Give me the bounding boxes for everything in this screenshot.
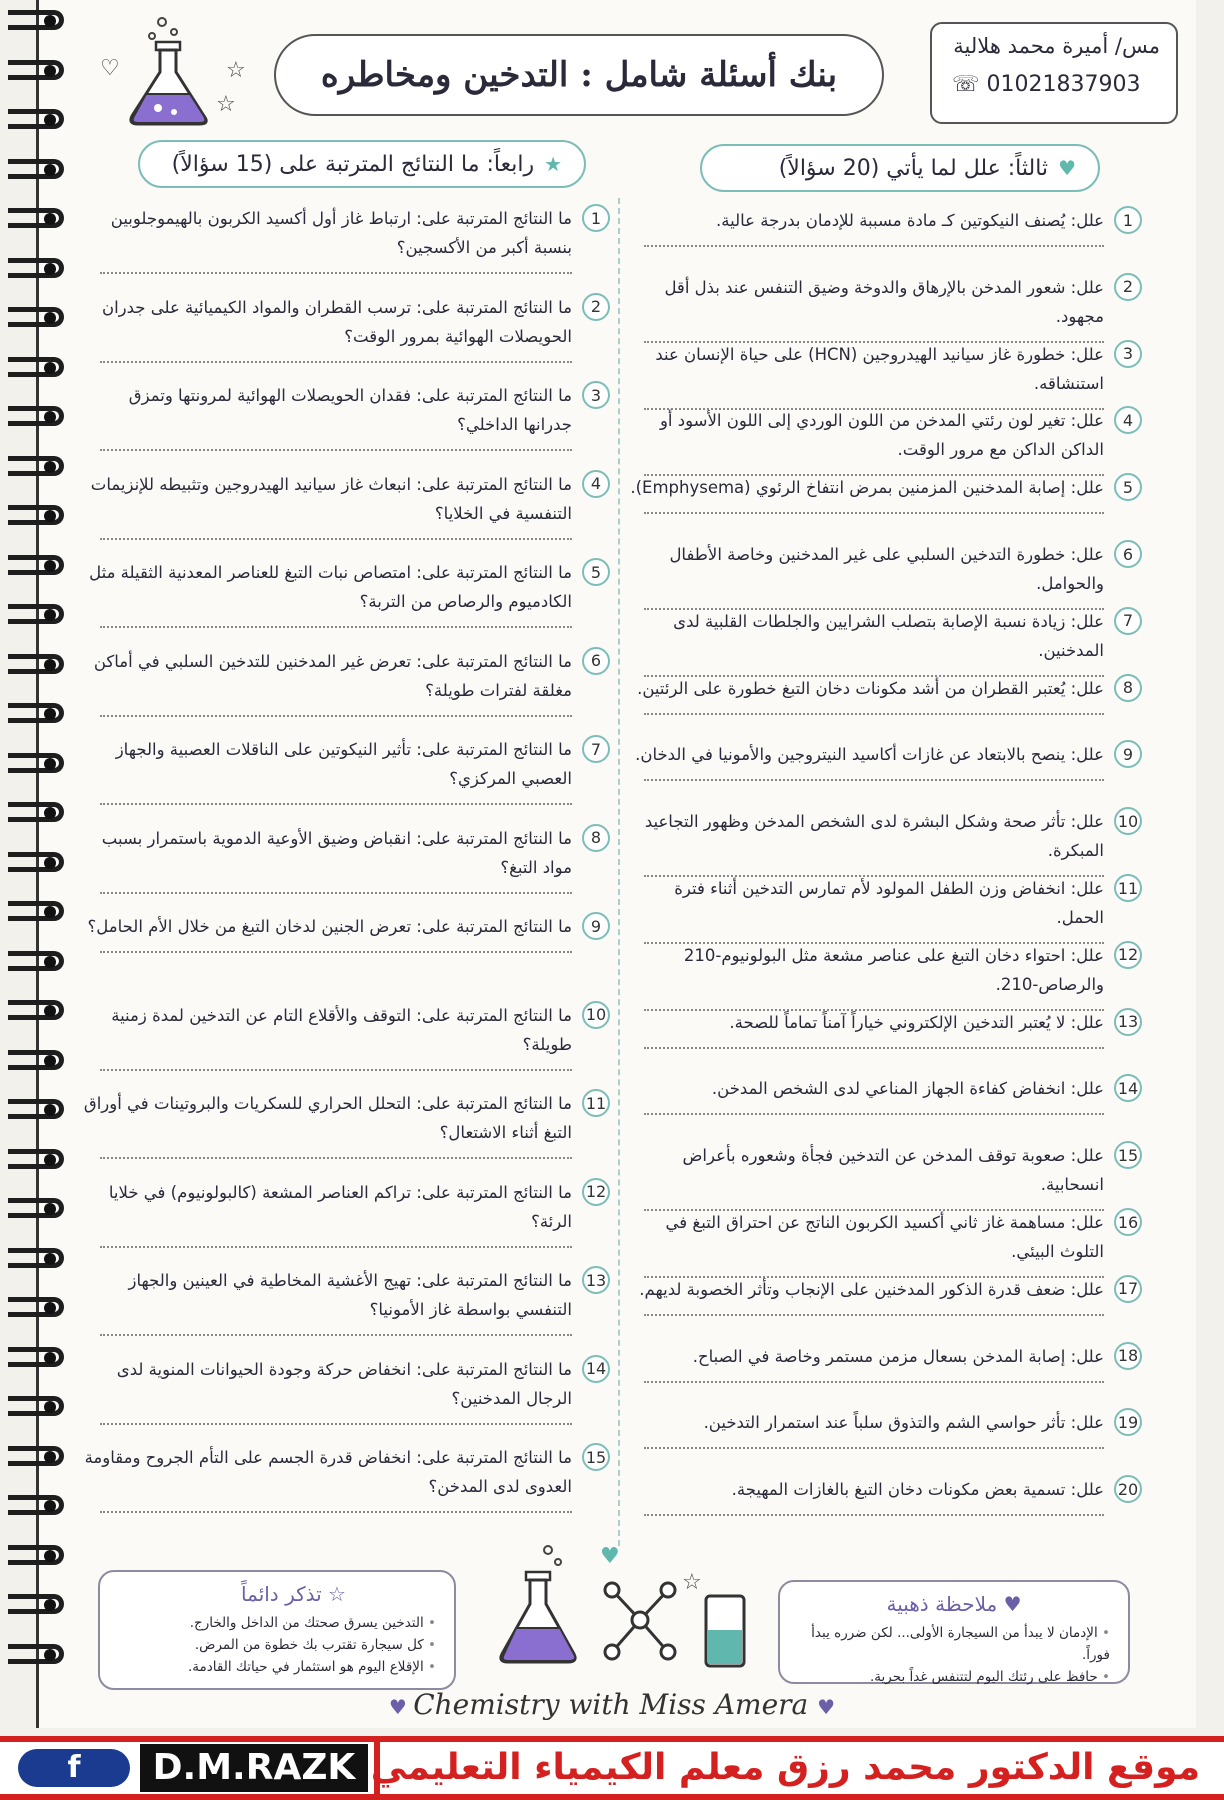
answer-line[interactable] (100, 888, 572, 894)
spiral-ring (8, 951, 64, 971)
answer-line[interactable] (100, 534, 572, 540)
question-item (624, 1008, 1142, 1049)
spiral-ring (8, 753, 64, 773)
list-item: • التدخين يسرق صحتك من الداخل والخارج. (118, 1612, 436, 1634)
spiral-ring (8, 505, 64, 525)
spiral-ring (8, 1149, 64, 1169)
star-icon: ☆ (216, 92, 236, 117)
question-item (80, 735, 610, 805)
question-number: 13 (1114, 1008, 1142, 1036)
remember-title: ☆ تذكر دائماً (241, 1582, 346, 1606)
heart-icon: ♥ (388, 1695, 414, 1719)
question-text: علل: إصابة المدخنين المزمنين بمرض انتفاخ الرئوي (Emphysema). (630, 478, 1104, 498)
question-text: ما النتائج المترتبة على: تعرض الجنين لدخان التبغ من خلال الأم الحامل؟ (87, 917, 572, 936)
question-item (624, 1275, 1142, 1316)
question-number: 11 (582, 1089, 610, 1117)
answer-line[interactable] (644, 1510, 1104, 1516)
spiral-ring (8, 357, 64, 377)
question-item (624, 540, 1142, 610)
spiral-ring (8, 1495, 64, 1515)
spiral-ring (8, 1446, 64, 1466)
question-text: علل: خطورة التدخين السلبي على غير المدخنين وخاصة الأطفال والحوامل. (669, 545, 1104, 593)
website-banner (0, 1736, 1224, 1800)
phone-number: 01021837903 (986, 72, 1141, 97)
question-number: 18 (1114, 1342, 1142, 1370)
answer-line[interactable] (100, 1330, 572, 1336)
question-item (80, 1178, 610, 1248)
question-number: 4 (1114, 406, 1142, 434)
spiral-ring (8, 1594, 64, 1614)
question-number: 6 (1114, 540, 1142, 568)
question-text: ما النتائج المترتبة على: امتصاص نبات التبغ للعناصر المعدنية الثقيلة مثل الكادميوم والرصاص من التربة؟ (89, 563, 572, 611)
question-text: ما النتائج المترتبة على: تعرض غير المدخنين للتدخين السلبي في أماكن مغلقة لفترات طويلة؟ (93, 651, 572, 700)
spiral-ring (8, 654, 64, 674)
question-text: علل: احتواء دخان التبغ على عناصر مشعة مثل البولونيوم-210 والرصاص-210. (683, 945, 1104, 994)
signature-line (0, 1688, 1224, 1721)
teacher-info-box (930, 22, 1178, 124)
question-item (624, 473, 1142, 514)
question-text: علل: تأثر حواسي الشم والتذوق سلباً عند استمرار التدخين. (703, 1413, 1104, 1433)
section-title-right: ثالثاً: علل لما يأتي (20 سؤالاً) (778, 155, 1049, 181)
note-title: ♥ ملاحظة ذهبية (886, 1592, 1022, 1616)
answer-line[interactable] (100, 357, 572, 363)
list-item: • كل سيجارة تقترب بك خطوة من المرض. (118, 1634, 436, 1656)
answer-line[interactable] (100, 1065, 572, 1071)
answer-line[interactable] (644, 1443, 1104, 1449)
question-text: ما النتائج المترتبة على: انخفاض قدرة الجسم على التأم الجروح ومقاومة العدوى لدى المدخن؟ (84, 1448, 572, 1496)
question-number: 16 (1114, 1208, 1142, 1236)
answer-line[interactable] (100, 1153, 572, 1159)
page-title (274, 34, 884, 116)
phone-icon: ☏ (952, 72, 980, 97)
question-item (624, 1208, 1142, 1278)
answer-line[interactable] (100, 622, 572, 628)
star-icon: ☆ (226, 58, 246, 83)
question-text: علل: يُصنف النيكوتين كـ مادة مسببة للإدمان بدرجة عالية. (716, 211, 1104, 230)
spiral-ring (8, 1248, 64, 1268)
question-text: ما النتائج المترتبة على: انبعاث غاز سيانيد الهيدروجين وتثبيطه للإنزيمات التنفسية في الخلايا؟ (90, 474, 572, 523)
spiral-ring (8, 208, 64, 228)
question-number: 4 (582, 470, 610, 498)
heart-icon: ♥ (1058, 156, 1076, 180)
question-item (80, 558, 610, 628)
spiral-ring (8, 258, 64, 278)
question-number: 7 (1114, 607, 1142, 635)
remember-box (98, 1570, 456, 1690)
teacher-name: مس/ أميرة محمد هلالية (953, 34, 1160, 58)
star-icon: ★ (544, 152, 562, 176)
spiral-ring (8, 1545, 64, 1565)
question-text: علل: لا يُعتبر التدخين الإلكتروني خياراً آمناً تماماً للصحة. (729, 1012, 1104, 1032)
signature-text: Chemistry with Miss Amera (413, 1688, 809, 1721)
flask-icon (488, 1540, 588, 1670)
question-text: علل: ينصح بالابتعاد عن غازات أكاسيد النيتروجين والأمونيا في الدخان. (635, 745, 1104, 765)
spiral-ring (8, 109, 64, 129)
question-number: 12 (1114, 941, 1142, 969)
facebook-icon[interactable]: f (18, 1749, 130, 1787)
question-number: 8 (1114, 674, 1142, 702)
question-item (80, 1089, 610, 1159)
section-header-left (138, 140, 586, 188)
spiral-ring (8, 1050, 64, 1070)
section-title-left: رابعاً: ما النتائج المترتبة على (15 سؤالاً) (171, 151, 535, 177)
spiral-ring (8, 10, 64, 30)
list-item: • الإقلاع اليوم هو استثمار في حياتك القادمة. (118, 1656, 436, 1678)
banner-text: موقع الدكتور محمد رزق معلم الكيمياء التعليمي (370, 1747, 1200, 1788)
question-number: 14 (1114, 1074, 1142, 1102)
answer-line[interactable] (644, 241, 1104, 247)
heart-icon: ♥ (817, 1695, 836, 1719)
banner-logo-area (0, 1742, 380, 1794)
question-item (624, 874, 1142, 944)
note-box (778, 1580, 1130, 1684)
spiral-ring (8, 901, 64, 921)
spiral-binding (8, 10, 66, 1710)
question-text: ما النتائج المترتبة على: تراكم العناصر المشعة (كالبولونيوم) في خلايا الرئة؟ (108, 1182, 572, 1231)
question-text: ما النتائج المترتبة على: فقدان الحويصلات الهوائية لمرونتها وتمزق جدرانها الداخلي؟ (128, 386, 572, 434)
section-header-right (700, 144, 1100, 192)
heart-icon: ♥ (600, 1544, 620, 1569)
question-item (624, 1074, 1142, 1115)
spiral-ring (8, 1297, 64, 1317)
question-number: 1 (582, 204, 610, 232)
answer-line[interactable] (100, 445, 572, 451)
spiral-ring (8, 852, 64, 872)
spiral-ring (8, 1347, 64, 1367)
answer-line[interactable] (100, 1419, 572, 1425)
question-text: ما النتائج المترتبة على: تأثير النيكوتين على الناقلات العصبية والجهاز العصبي المركزي؟ (115, 740, 572, 788)
answer-line[interactable] (100, 1242, 572, 1248)
question-number: 14 (582, 1355, 610, 1383)
beaker-icon (700, 1590, 750, 1670)
question-number: 20 (1114, 1475, 1142, 1503)
question-item (624, 1408, 1142, 1449)
question-item (80, 204, 610, 274)
question-number: 13 (582, 1266, 610, 1294)
flask-icon (114, 12, 224, 130)
question-number: 19 (1114, 1408, 1142, 1436)
answer-line[interactable] (644, 508, 1104, 514)
question-item (624, 1342, 1142, 1383)
question-text: ما النتائج المترتبة على: انخفاض حركة وجودة الحيوانات المنوية لدى الرجال المدخنين؟ (116, 1359, 572, 1408)
question-number: 2 (582, 293, 610, 321)
spiral-ring (8, 406, 64, 426)
answer-line[interactable] (644, 1043, 1104, 1049)
question-item (80, 1001, 610, 1071)
answer-line[interactable] (644, 1310, 1104, 1316)
spiral-ring (8, 1396, 64, 1416)
spiral-ring (8, 1198, 64, 1218)
question-text: ما النتائج المترتبة على: ارتباط غاز أول أكسيد الكربون بالهيموجلوبين بنسبة أكبر من الأكسجين؟ (110, 209, 572, 257)
note-list (798, 1622, 1110, 1688)
answer-line[interactable] (100, 947, 572, 953)
spiral-ring (8, 60, 64, 80)
spiral-ring (8, 703, 64, 723)
question-number: 11 (1114, 874, 1142, 902)
molecule-icon (600, 1570, 680, 1670)
list-item: • حافظ على رئتك اليوم لتتنفس غداً بحرية. (798, 1666, 1110, 1688)
spiral-ring (8, 555, 64, 575)
teacher-phone (948, 72, 1160, 97)
star-icon: ☆ (321, 1582, 346, 1606)
question-text: علل: صعوبة توقف المدخن عن التدخين فجأة وشعوره بأعراض انسحابية. (682, 1146, 1104, 1195)
question-number: 10 (582, 1001, 610, 1029)
question-text: علل: يُعتبر القطران من أشد مكونات دخان التبغ خطورة على الرئتين. (637, 678, 1104, 698)
question-text: علل: إصابة المدخن بسعال مزمن مستمر وخاصة في الصباح. (692, 1346, 1104, 1366)
question-text: علل: زيادة نسبة الإصابة بتصلب الشرايين والجلطات القلبية لدى المدخنين. (673, 611, 1104, 660)
question-item (624, 1141, 1142, 1211)
question-number: 9 (1114, 740, 1142, 768)
spiral-ring (8, 1000, 64, 1020)
question-text: علل: مساهمة غاز ثاني أكسيد الكربون الناتج عن احتراق التبغ في التلوث البيئي. (665, 1213, 1104, 1261)
question-item (80, 381, 610, 451)
spiral-ring (8, 307, 64, 327)
question-number: 15 (1114, 1141, 1142, 1169)
question-number: 15 (582, 1443, 610, 1471)
question-item (624, 740, 1142, 781)
spiral-ring (8, 802, 64, 822)
title-text: بنك أسئلة شامل : التدخين ومخاطره (320, 55, 838, 95)
question-number: 9 (582, 912, 610, 940)
spiral-ring (8, 1644, 64, 1664)
answer-line[interactable] (644, 1109, 1104, 1115)
left-questions-column (80, 204, 610, 1544)
question-text: علل: تسمية بعض مكونات دخان التبغ بالغازات المهيجة. (731, 1480, 1104, 1500)
heart-icon: ♡ (100, 56, 120, 81)
star-icon: ☆ (682, 1570, 702, 1595)
question-text: ما النتائج المترتبة على: ترسب القطران والمواد الكيميائية على جدران الحويصلات الهوائية بمرور الوقت؟ (101, 297, 572, 346)
question-item (80, 824, 610, 894)
list-item: • الإدمان لا يبدأ من السيجارة الأولى... لكن ضرره يبدأ فوراً. (798, 1622, 1110, 1666)
question-text: علل: تغير لون رئتي المدخن من اللون الوردي إلى اللون الأسود أو الداكن الداكن مع مرور الوقت. (659, 411, 1104, 460)
question-text: علل: انخفاض وزن الطفل المولود لأم تمارس التدخين أثناء فترة الحمل. (674, 879, 1104, 927)
answer-line[interactable] (644, 1377, 1104, 1383)
question-item (624, 941, 1142, 1011)
question-item (80, 912, 610, 953)
question-item (80, 1443, 610, 1513)
question-item (624, 340, 1142, 410)
question-item (624, 406, 1142, 476)
question-number: 10 (1114, 807, 1142, 835)
spiral-ring (8, 1099, 64, 1119)
question-text: علل: شعور المدخن بالإرهاق والدوخة وضيق التنفس عند بذل أقل مجهود. (664, 277, 1104, 326)
question-item (80, 647, 610, 717)
question-text: علل: تأثر صحة وشكل البشرة لدى الشخص المدخن وظهور التجاعيد المبكرة. (644, 812, 1104, 861)
spiral-ring (8, 159, 64, 179)
question-text: ما النتائج المترتبة على: التوقف والأقلاع التام عن التدخين لمدة زمنية طويلة؟ (111, 1005, 572, 1054)
question-item (624, 607, 1142, 677)
question-item (80, 1266, 610, 1336)
question-number: 2 (1114, 273, 1142, 301)
question-item (624, 206, 1142, 247)
question-number: 7 (582, 735, 610, 763)
answer-line[interactable] (100, 268, 572, 274)
question-number: 5 (582, 558, 610, 586)
question-number: 6 (582, 647, 610, 675)
spiral-ring (8, 456, 64, 476)
question-text: ما النتائج المترتبة على: تهيج الأغشية المخاطية في العينين والجهاز التنفسي بواسطة غاز الأمونيا؟ (128, 1271, 572, 1319)
question-text: ما النتائج المترتبة على: انقباض وضيق الأوعية الدموية باستمرار بسبب مواد التبغ؟ (101, 828, 572, 877)
question-text: علل: خطورة غاز سيانيد الهيدروجين (HCN) على حياة الإنسان عند استنشاقه. (655, 344, 1104, 393)
question-number: 17 (1114, 1275, 1142, 1303)
answer-line[interactable] (100, 1507, 572, 1513)
heart-icon: ♥ (997, 1592, 1022, 1616)
question-item (624, 1475, 1142, 1516)
answer-line[interactable] (100, 711, 572, 717)
question-item (624, 674, 1142, 715)
remember-list (118, 1612, 436, 1678)
question-text: علل: انخفاض كفاءة الجهاز المناعي لدى الشخص المدخن. (711, 1079, 1104, 1099)
answer-line[interactable] (100, 799, 572, 805)
question-number: 8 (582, 824, 610, 852)
question-number: 12 (582, 1178, 610, 1206)
answer-line[interactable] (644, 709, 1104, 715)
question-text: علل: ضعف قدرة الذكور المدخنين على الإنجاب وتأثر الخصوبة لديهم. (639, 1279, 1104, 1299)
question-number: 3 (1114, 340, 1142, 368)
column-divider (618, 198, 620, 1546)
question-item (80, 470, 610, 540)
answer-line[interactable] (644, 775, 1104, 781)
question-item (624, 807, 1142, 877)
question-number: 1 (1114, 206, 1142, 234)
question-item (80, 1355, 610, 1425)
right-questions-column (624, 206, 1142, 1546)
question-item (624, 273, 1142, 343)
spiral-ring (8, 604, 64, 624)
question-text: ما النتائج المترتبة على: التحلل الحراري للسكريات والبروتينات في أوراق التبغ أثناء الاشتعال؟ (83, 1094, 572, 1142)
question-number: 3 (582, 381, 610, 409)
question-number: 5 (1114, 473, 1142, 501)
brand-logo: D.M.RAZK (140, 1744, 368, 1792)
question-item (80, 293, 610, 363)
